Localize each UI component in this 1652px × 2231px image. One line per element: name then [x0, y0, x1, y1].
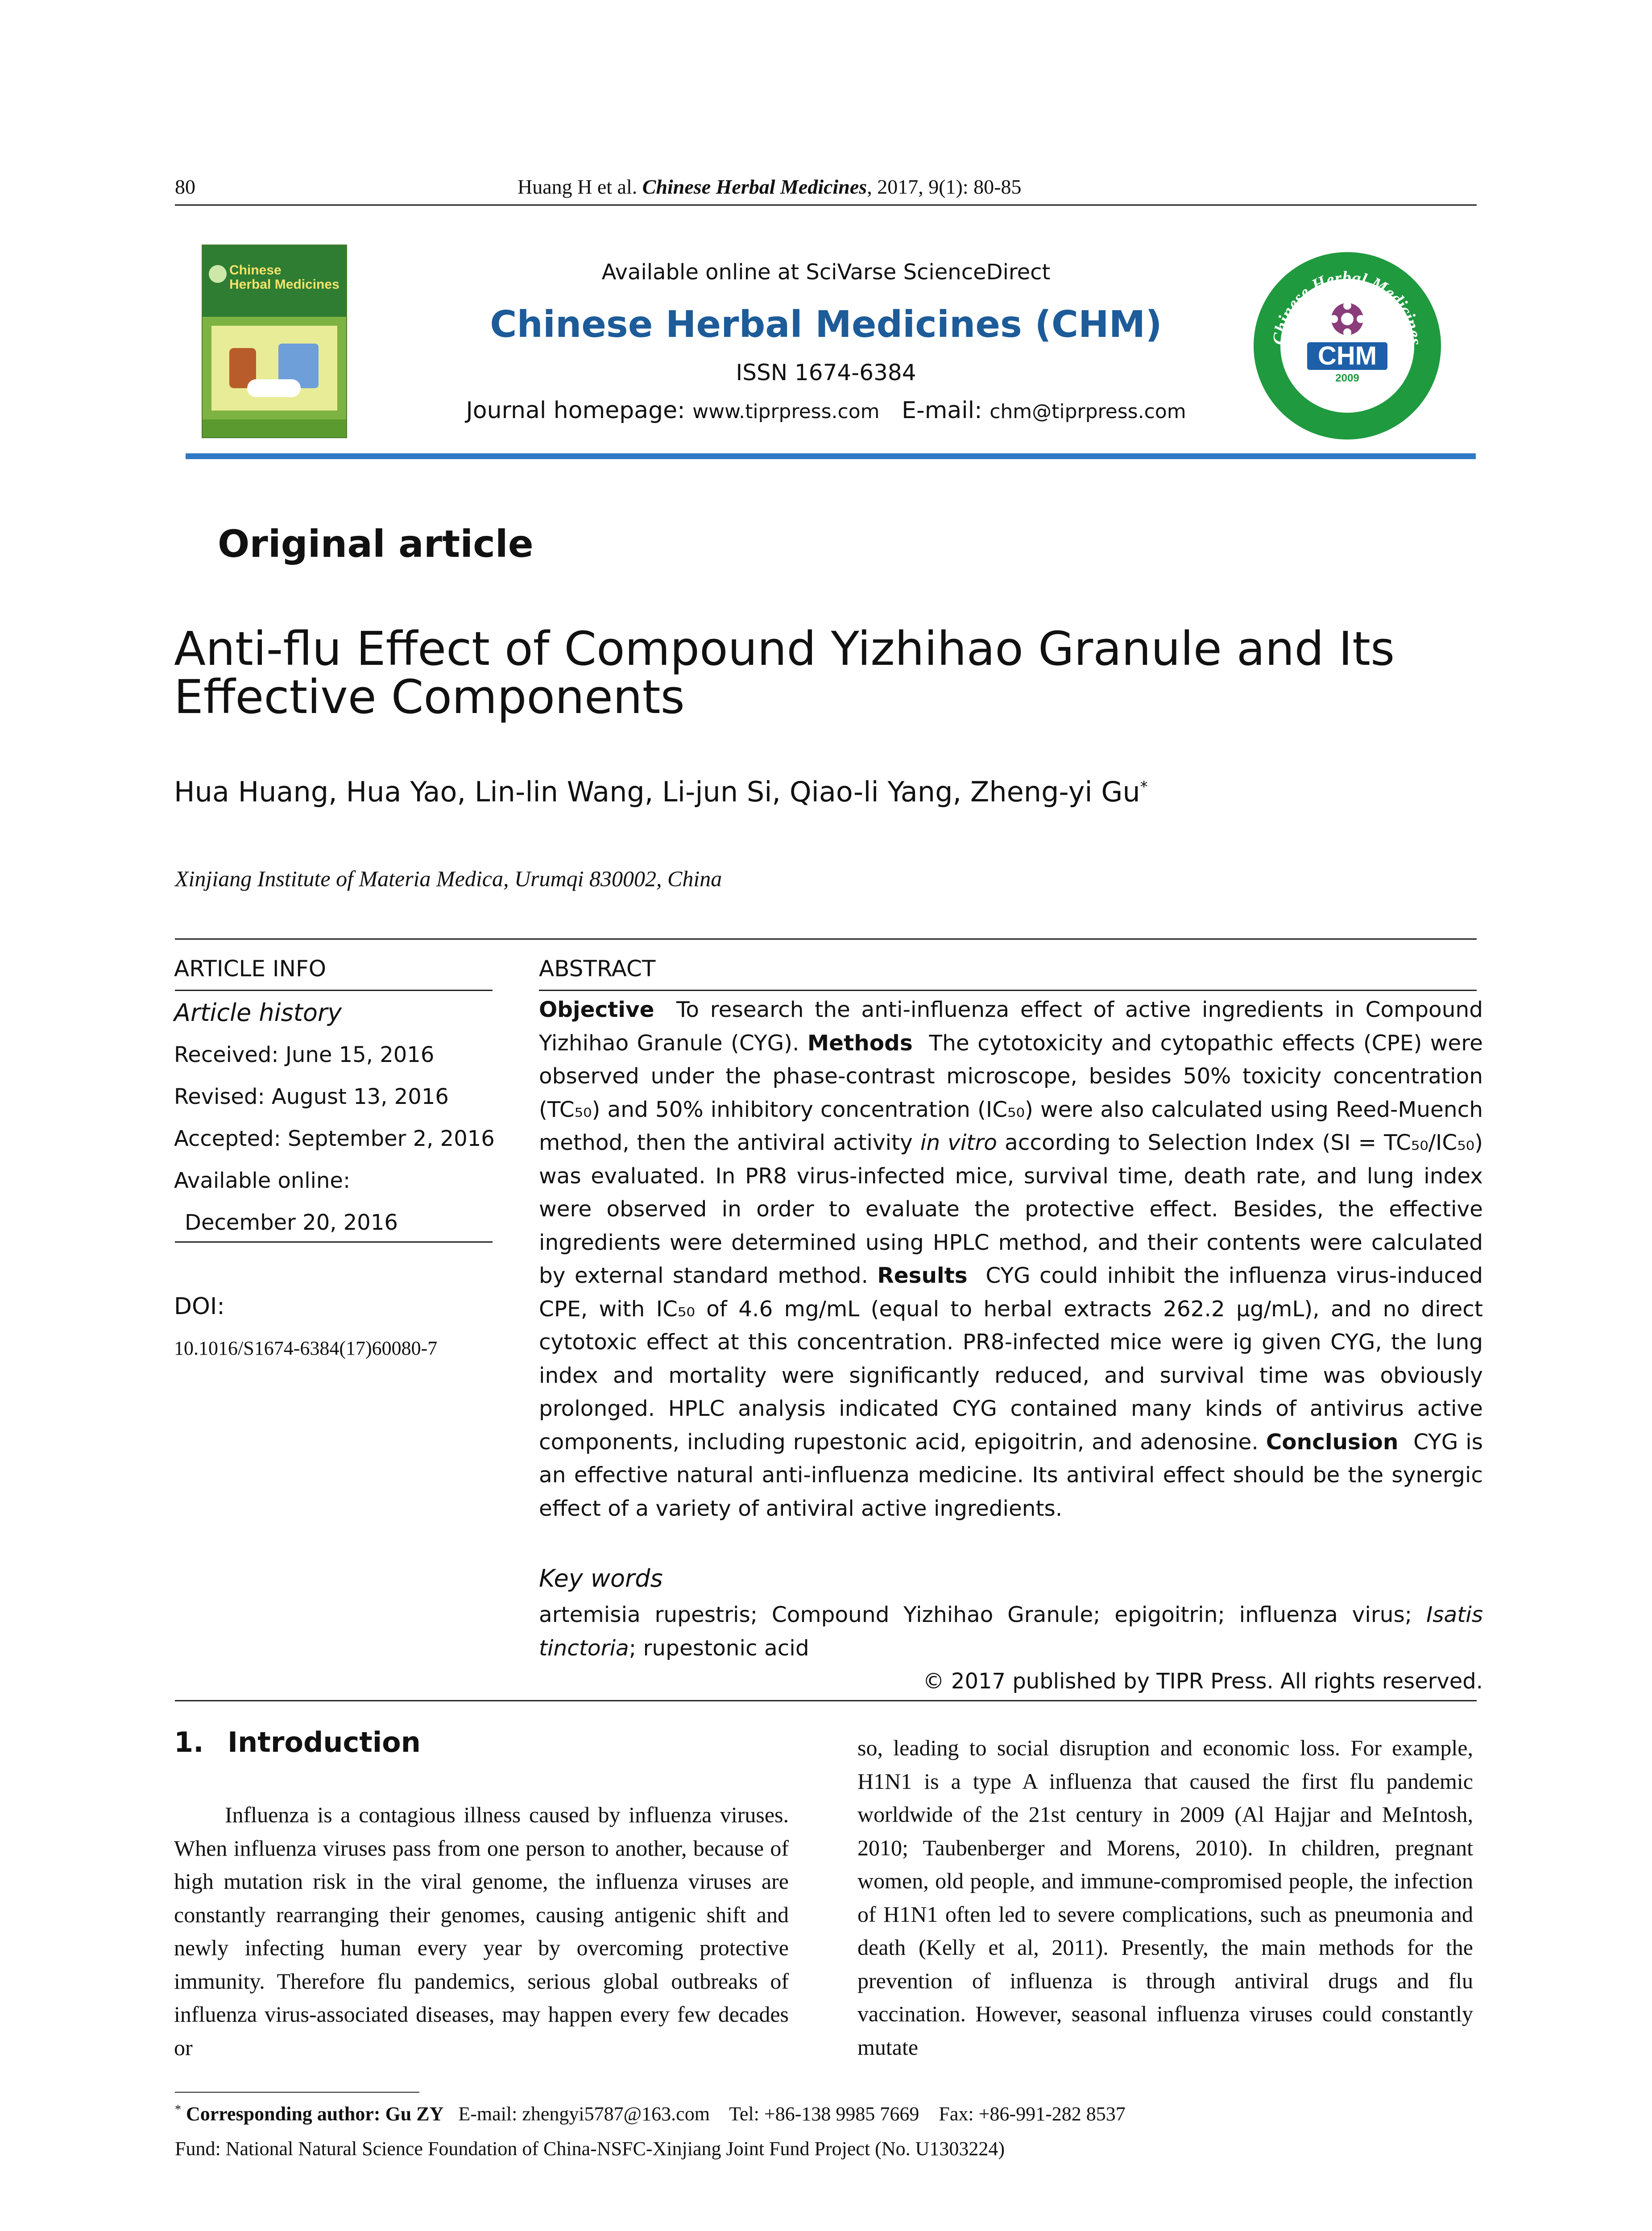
email-link[interactable]: chm@tiprpress.com — [990, 400, 1186, 423]
footnote-rule — [175, 2092, 419, 2093]
logo-bottom-text: TIPR PRESS — [1305, 377, 1390, 406]
copyright: © 2017 published by TIPR Press. All rights reserved. — [923, 1669, 1483, 1694]
abstract-heading-rule — [539, 990, 1477, 991]
page-number: 80 — [175, 175, 195, 198]
issn: ISSN 1674-6384 — [736, 360, 916, 386]
info-top-rule — [175, 938, 1477, 940]
contact-info: E-mail: zhengyi5787@163.com Tel: +86-138 9985 7669 Fax: +86-991-282 8537 — [443, 2103, 1126, 2125]
section-label: Original article — [218, 522, 534, 566]
logo-top-text: Chinese Herbal Medicines — [1268, 267, 1426, 346]
doi-label: DOI: — [174, 1293, 225, 1320]
cover-title-line2: Herbal Medicines — [229, 277, 340, 292]
objective-label: Objective — [539, 997, 654, 1022]
citation-journal: Chinese Herbal Medicines — [642, 175, 867, 198]
abstract-body — [539, 993, 1483, 1525]
journal-title: Chinese Herbal Medicines (CHM) — [490, 303, 1162, 346]
available-online-label: Available online: — [174, 1168, 351, 1193]
keywords-text: artemisia rupestris; Compound Yizhihao Granule; epigoitrin; influenza virus; — [539, 1602, 1412, 1627]
results-text: CYG could inhibit the influenza virus-induced CPE, with IC₅₀ of 4.6 mg/mL (equal to herbal extracts 262.2 μg/mL), and no direct cytotoxic effect at this concentration. PR8-infected mice were ig given CYG, the lung index and mortality were significantly reduced, and survival time was obviously prolonged. HPLC analysis indicated CYG contained many kinds of antivirus active components, including rupestonic acid, epigoitrin, and adenosine. — [539, 1263, 1483, 1455]
abstract-bottom-rule — [175, 1700, 1477, 1701]
cover-title-line1: Chinese — [229, 263, 282, 278]
citation-prefix: Huang H et al. — [518, 175, 642, 198]
body-column-right — [857, 1731, 1473, 2064]
methods-text-2: according to Selection Index (SI = TC₅₀/IC₅₀) was evaluated. In PR8 virus-infected mice, survival time, death rate, and lung index were observed in order to evaluate the protective effect. Besides, the effective ingredients were determined using HPLC method, and their contents were calculated by external standard method. — [539, 1130, 1483, 1288]
keywords-heading: Key words — [539, 1564, 663, 1592]
methods-label: Methods — [807, 1030, 913, 1056]
objective-text: To research the anti-influenza effect of active ingredients in Compound Yizhihao Granule (CYG). — [539, 997, 1483, 1056]
email-label: E-mail: — [902, 397, 990, 424]
affiliation: Xinjiang Institute of Materia Medica, Urumqi 830002, China — [175, 866, 722, 891]
conclusion-text: CYG is an effective natural anti-influenza medicine. Its antiviral effect should be the synergic effect of a variety of antiviral active ingredients. — [539, 1429, 1483, 1521]
running-header-citation — [518, 175, 1021, 199]
history-bottom-rule — [175, 1241, 493, 1243]
homepage-link[interactable]: www.tiprpress.com — [692, 400, 880, 423]
body-column-left — [174, 1798, 789, 2064]
banner-rule — [186, 453, 1476, 459]
revised-date: Revised: August 13, 2016 — [174, 1084, 449, 1109]
corresponding-author-footnote — [175, 2102, 1126, 2125]
abstract-heading: ABSTRACT — [539, 956, 656, 982]
available-online-date: December 20, 2016 — [185, 1210, 398, 1235]
homepage-label: Journal homepage: — [466, 397, 693, 424]
section-title: Introduction — [228, 1726, 421, 1758]
doi-link[interactable]: 10.1016/S1674-6384(17)60080-7 — [174, 1337, 438, 1359]
received-date: Received: June 15, 2016 — [174, 1042, 435, 1067]
header-rule — [175, 204, 1477, 206]
article-info-heading: ARTICLE INFO — [174, 956, 327, 982]
corresponding-author-mark: * — [1140, 778, 1148, 796]
authors-text: Hua Huang, Hua Yao, Lin-lin Wang, Li-jun Si, Qiao-li Yang, Zheng-yi Gu — [174, 775, 1140, 808]
section-heading-introduction — [174, 1726, 421, 1758]
conclusion-label: Conclusion — [1266, 1429, 1399, 1455]
article-history-heading: Article history — [174, 999, 342, 1027]
intro-paragraph-left: Influenza is a contagious illness caused by influenza viruses. When influenza viruses pass from one person to another, because of high mutation risk in the viral genome, the influenza viruses are constantly rearranging their genomes, causing antigenic shift and newly infecting human every year by overcoming protective immunity. Therefore flu pandemics, serious global outbreaks of influenza virus-associated diseases, may happen every few decades or — [174, 1802, 789, 2060]
author-list — [174, 775, 1148, 808]
corresponding-author-label: Corresponding author: Gu ZY — [186, 2103, 444, 2125]
methods-text-1: The cytotoxicity and cytopathic effects (CPE) were observed under the phase-contrast microscope, besides 50% toxicity concentration (TC₅₀) and 50% inhibitory concentration (IC₅₀) were also calculated using Reed-Muench method, then the antiviral activity — [539, 1030, 1483, 1155]
logo-year: 2009 — [1335, 372, 1359, 384]
keywords — [539, 1598, 1483, 1665]
info-heading-rule — [175, 990, 493, 991]
accepted-date: Accepted: September 2, 2016 — [174, 1126, 495, 1151]
available-online-line: Available online at SciVarse ScienceDirect — [601, 260, 1051, 285]
methods-italic: in vitro — [920, 1130, 997, 1155]
intro-paragraph-right: so, leading to social disruption and economic loss. For example, H1N1 is a type A influenza that caused the first flu pandemic worldwide of the 21st century in 2009 (Al Hajjar and MeIntosh, 2010; Taubenberger and Morens, 2010). In children, pregnant women, old people, and immune-compromised people, the infection of H1N1 often led to severe complications, such as pneumonia and death (Kelly et al, 2011). Presently, the main methods for the prevention of influenza is through antiviral drugs and flu vaccination. However, seasonal influenza viruses could constantly mutate — [857, 1735, 1473, 2060]
footnote-mark: * — [175, 2102, 181, 2117]
citation-suffix: , 2017, 9(1): 80-85 — [867, 175, 1022, 198]
chm-logo — [1249, 248, 1445, 444]
keywords-tail: ; rupestonic acid — [629, 1635, 809, 1661]
results-label: Results — [877, 1263, 968, 1288]
keywords-italic: Isatis tinctoria — [539, 1602, 1483, 1661]
section-number: 1. — [174, 1726, 204, 1758]
article-title: Anti-flu Effect of Compound Yizhihao Granule and Its Effective Components — [174, 622, 1395, 724]
fund-footnote: Fund: National Natural Science Foundation of China-NSFC-Xinjiang Joint Fund Project (No. U1303224) — [175, 2138, 1005, 2160]
logo-center-text: CHM — [1317, 341, 1377, 370]
